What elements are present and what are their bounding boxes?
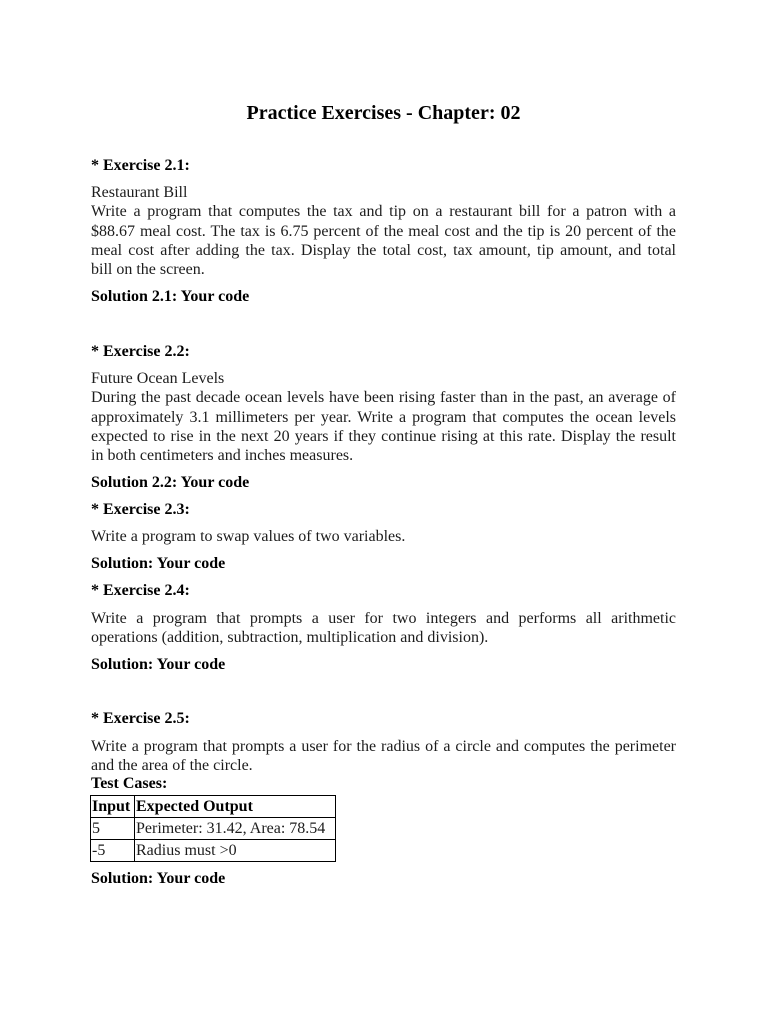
test-cases-label: Test Cases: xyxy=(91,775,168,792)
exercise-2-3-description-line: Write a program to swap values of two variables. xyxy=(91,528,406,545)
exercise-2-2-description-line: During the past decade ocean levels have been rising faster than in the past, an average of xyxy=(91,389,676,407)
exercise-2-1-description-line: Write a program that computes the tax and tip on a restaurant bill for a patron with a xyxy=(91,203,676,221)
exercise-2-2-heading: * Exercise 2.2: xyxy=(91,343,190,360)
exercise-2-1-description-line: $88.67 meal cost. The tax is 6.75 percent of the meal cost and the tip is 20 percent of the xyxy=(91,222,676,240)
exercise-2-2-description-line: expected to rise in the next 20 years if they continue rising at this rate. Display the result xyxy=(91,427,676,445)
exercise-2-1-description-line: bill on the screen. xyxy=(91,261,205,278)
table-row xyxy=(91,818,336,840)
exercise-2-4-description-line: Write a program that prompts a user for two integers and performs all arithmetic xyxy=(91,610,676,627)
table-cell: 5 xyxy=(91,818,135,840)
table-cell: Radius must >0 xyxy=(135,840,336,862)
exercise-2-5-body xyxy=(91,737,676,776)
page-title: Practice Exercises - Chapter: 02 xyxy=(246,102,521,124)
exercise-2-1-description-line: meal cost after adding the tax. Display the total cost, tax amount, tip amount, and total xyxy=(91,241,676,259)
test-cases-table xyxy=(90,795,336,862)
table-cell: -5 xyxy=(91,840,135,862)
exercise-2-5-description-line: Write a program that prompts a user for the radius of a circle and computes the perimeter xyxy=(91,738,676,755)
exercise-2-3-body xyxy=(91,527,676,546)
exercise-2-4-description-line: operations (addition, subtraction, multiplication and division). xyxy=(91,629,489,647)
exercise-2-1-body xyxy=(91,183,676,279)
table-row xyxy=(91,840,336,862)
table-header-row xyxy=(91,796,336,818)
exercise-2-4-solution: Solution: Your code xyxy=(91,656,226,673)
exercise-2-1-subtitle: Restaurant Bill xyxy=(91,184,188,201)
exercise-2-5-solution: Solution: Your code xyxy=(91,870,226,887)
exercise-2-5-heading: * Exercise 2.5: xyxy=(91,710,190,727)
exercise-2-2-subtitle: Future Ocean Levels xyxy=(91,370,225,387)
exercise-2-2-description-line: in both centimeters and inches measures. xyxy=(91,447,354,464)
exercise-2-3-solution: Solution: Your code xyxy=(91,555,226,572)
exercise-2-4-heading: * Exercise 2.4: xyxy=(91,582,190,599)
exercise-2-1-solution: Solution 2.1: Your code xyxy=(91,288,250,305)
table-cell: Perimeter: 31.42, Area: 78.54 xyxy=(135,818,336,840)
table-header-cell: Input xyxy=(91,796,135,818)
exercise-2-2-solution: Solution 2.2: Your code xyxy=(91,474,250,491)
exercise-2-2-description-line: approximately 3.1 millimeters per year. Write a program that computes the ocean levels xyxy=(91,408,676,426)
exercise-2-3-heading: * Exercise 2.3: xyxy=(91,501,190,518)
table-header-cell: Expected Output xyxy=(135,796,336,818)
exercise-2-4-body xyxy=(91,609,676,648)
exercise-2-5-description-line: and the area of the circle. xyxy=(91,757,253,775)
exercise-2-1-heading: * Exercise 2.1: xyxy=(91,157,190,174)
exercise-2-2-body xyxy=(91,369,676,465)
